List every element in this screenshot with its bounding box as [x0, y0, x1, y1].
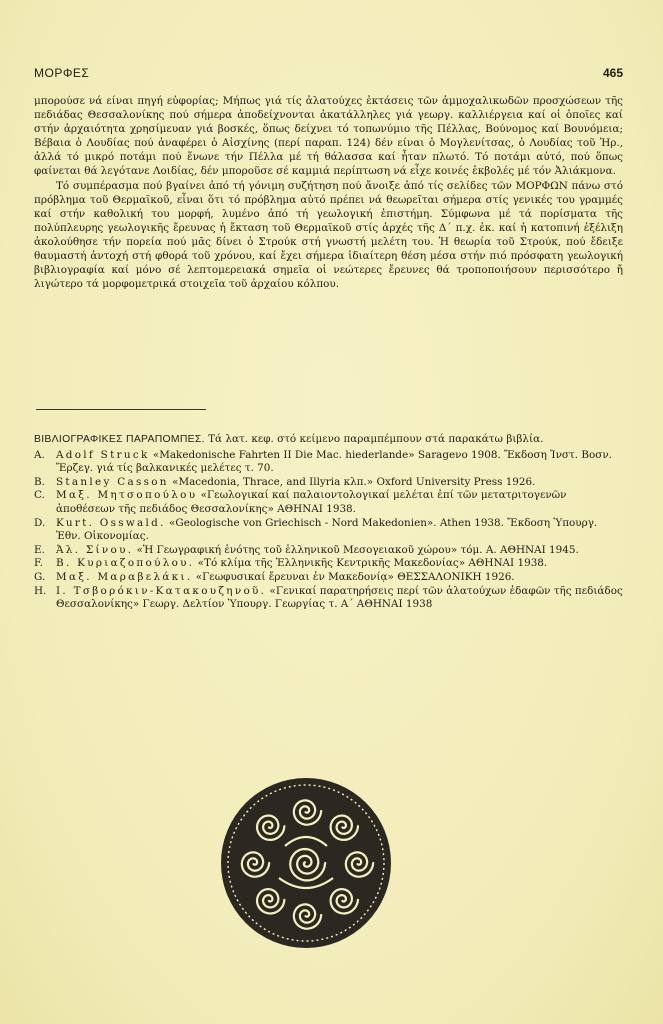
- reference-item: [34, 449, 623, 476]
- reference-label: G.: [34, 570, 46, 583]
- reference-label: H.: [34, 584, 47, 597]
- reference-title: «Τό κλίμα τῆς Ἑλληνικῆς Κεντρικῆς Μακεδονίας» ΑΘΗΝΑΙ 1938.: [194, 557, 548, 570]
- reference-author: Μαξ. Μητσοπούλου: [56, 489, 198, 502]
- section-divider: [36, 409, 206, 410]
- reference-author: Stanley Casson: [56, 475, 169, 488]
- reference-text: [56, 489, 623, 516]
- reference-label: C.: [34, 489, 45, 502]
- reference-label: F.: [34, 557, 43, 570]
- reference-author: Ι. Τσβορόκιν-Κατακουζηνοῦ.: [56, 584, 267, 597]
- reference-label: E.: [34, 543, 45, 556]
- reference-author: Ἀλ. Σίνου.: [56, 543, 134, 556]
- reference-title: «Γεωφυσικαί ἔρευναι ἐν Μακεδονίᾳ» ΘΕΣΣΑΛΟΝΙΚΗ 1926.: [192, 570, 515, 583]
- reference-title: «Γενικαί παρατηρήσεις περί τῶν ἀλατούχων ἐδαφῶν τῆς πεδιάδος Θεσσαλονίκης» Γεωργ. Δελτίον Ὑπουργ. Γεωργίας τ. Α΄ ΑΘΗΝΑΙ 1938: [56, 584, 623, 611]
- reference-text: [56, 571, 623, 585]
- reference-item: [34, 585, 623, 612]
- reference-title: «Geologische von Griechisch - Nord Makedonien». Athen 1938. Ἔκδοση Ὑπουργ. Ἐθν. Οἰκονομίας.: [56, 516, 598, 543]
- reference-author: Kurt. Osswald.: [56, 516, 166, 529]
- reference-item: [34, 489, 623, 516]
- reference-title: «Ἡ Γεωγραφική ἑνότης τοῦ ἑλληνικοῦ Μεσογειακοῦ χώρου» τόμ. Α. ΑΘΗΝΑΙ 1945.: [133, 543, 579, 556]
- reference-item: [34, 557, 623, 571]
- reference-title: «Makedonische Fahrten II Die Mac. hiederlande» Sarageνο 1908. Ἔκδοση Ἰνστ. Βοσν. Ἔρζεγ. γιά τίς βαλκανικές μελέτες τ. 70.: [56, 448, 612, 475]
- reference-author: Adolf Struck: [56, 448, 150, 461]
- reference-item: [34, 476, 623, 490]
- main-text: [34, 94, 623, 291]
- bibliography-heading: ΒΙΒΛΙΟΓΡΑΦΙΚΕΣ ΠΑΡΑΠΟΜΠΕΣ.: [34, 434, 205, 445]
- bibliography-intro: [34, 433, 623, 447]
- reference-text: [56, 557, 623, 571]
- reference-label: D.: [34, 516, 46, 529]
- bibliography-note: Τά λατ. κεφ. στό κείμενο παραμπέμπουν στά παρακάτω βιβλία.: [204, 433, 544, 445]
- reference-text: [56, 544, 623, 558]
- page-header: [34, 66, 623, 82]
- reference-item: [34, 544, 623, 558]
- bibliography: [34, 433, 623, 612]
- reference-title: «Γεωλογικαί καί παλαιοντολογικαί μελέται ἐπί τῶν μετατριτογενῶν ἀποθέσεων τῆς πεδιάδος Θεσσαλονίκης» ΑΘΗΝΑΙ 1938.: [56, 489, 567, 515]
- reference-text: [56, 517, 623, 544]
- reference-item: [34, 571, 623, 585]
- reference-label: B.: [34, 475, 45, 488]
- reference-text: [56, 476, 623, 490]
- reference-label: A.: [34, 448, 45, 461]
- paragraph: μπορούσε νά είναι πηγή εὐφορίας; Μήπως γιά τίς ἀλατούχες ἐκτάσεις τῶν ἀμμοχαλικωδῶν προσχώσεων τῆς πεδιάδας Θεσσαλονίκης πού σήμερα ἀποδείχνονται ἀκατάλληλες γιά γεωργ. καλλιέργεια καί οἱ ὁποῖες καί στήν ἀρχαιότητα χρησίμευαν γιά βοσκές, ὅπως δείχνει τό τοπωνύμιο τῆς Πέλλας, Βούνομος καί Βουνόμεια; Βέβαια ὁ Λουδίας πού ἀναφέρει ὁ Αἰσχίνης (περί παραπ. 124) δέν είναι ὁ Μογλενίτσας, ὁ Λουδίας τοῦ Ἡρ., ἀλλά τό μικρό ποτάμι πού ἕνωνε τήν Πέλλα μέ τή θάλασσα καί ἦταν πλωτό. Τό ποτάμι αὐτό, πού ὅπως φαίνεται θά λεγότανε Λοιδίας, δέν μποροῦσε σέ καμμιά περίπτωση νά εἶχε κοινές ἐκβολές μέ τόν Ἀλιάκμονα.: [34, 95, 623, 178]
- reference-item: [34, 517, 623, 544]
- reference-author: Μαξ. Μαραβελάκι.: [56, 570, 193, 583]
- running-title: ΜΟΡΦΕΣ: [34, 66, 90, 80]
- paragraph: Τό συμπέρασμα πού βγαίνει ἀπό τή γόνιμη συζήτηση πού ἄνοιξε ἀπό τίς σελίδες τῶν ΜΟΡΦΩΝ πάνω στό πρόβλημα τοῦ Θερμαϊκοῦ, εἶναι ὅτι τό πρόβλημα αὐτό πρέπει νά θεωρεῖται σήμερα στίς γενικές του γραμμές καί στήν καθολική του μορφή, λυμένο ἀπό τή γεωλογική ἐπιστήμη. Σύμφωνα μέ τά πορίσματα τῆς πολύπλευρης γεωλογικῆς ἔρευνας ἡ ἔκταση τοῦ Θερμαϊκοῦ στίς ἀρχές τῆς Δ΄ π.χ. ἐκ. καί ἡ κατοπινή ἐξέλιξη ἀκολούθησε τήν πορεία πού μᾶς δίνει ὁ Στρούκ στή γνωστή μελέτη του. Ἡ θεωρία τοῦ Στρούκ, πού ἔδειξε θαυμαστή ἀντοχή στή φθορά τοῦ χρόνου, καί ἔχει σήμερα ἰδιαίτερη θέση μέσα στήν πιό πρόσφατη γεωλογική βιβλιογραφία καί μόνο σέ λεπτομερειακά σημεῖα οἱ νεώτερες ἔρευνες θά τροποποιήσουν περισσότερο ἤ λιγώτερο τά μορφομετρικά στοιχεῖα τοῦ ἀρχαίου κόλπου.: [34, 179, 623, 291]
- page-number: 465: [602, 66, 623, 80]
- reference-text: [56, 449, 623, 476]
- spiral-coin-medallion-icon: [219, 776, 393, 950]
- reference-title: «Macedonia, Thrace, and Illyria κλπ.» Oxford University Press 1926.: [168, 475, 536, 488]
- reference-author: Β. Κυριαζοπούλου.: [56, 557, 195, 570]
- reference-text: [56, 585, 623, 612]
